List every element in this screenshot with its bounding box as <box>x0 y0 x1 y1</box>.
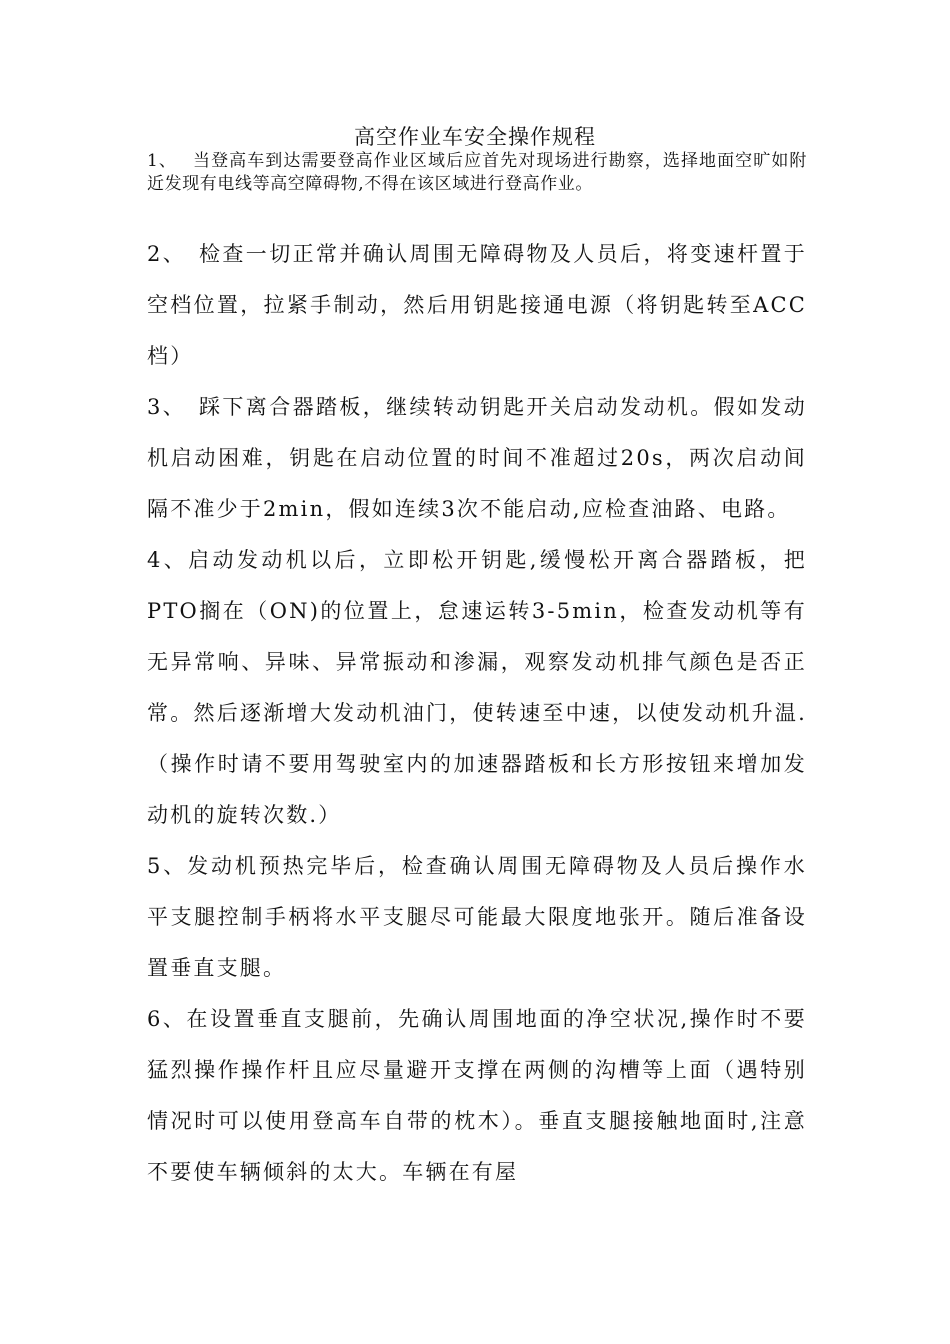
document-title: 高空作业车安全操作规程 <box>354 125 596 149</box>
procedure-item-5: 5、发动机预热完毕后，检查确认周围无障碍物及人员后操作水平支腿控制手柄将水平支腿尽可能最大限度地张开。随后准备设置垂直支腿。 <box>147 854 807 980</box>
procedure-item-6: 6、在设置垂直支腿前，先确认周围地面的净空状况,操作时不要猛烈操作操作杆且应尽量避开支撑在两侧的沟槽等上面（遇特别情况时可以使用登高车自带的枕木）。垂直支腿接触地面时,注意不要使车辆倾斜的太大。车辆在有屋 <box>147 1007 807 1184</box>
procedure-item-1: 1、 当登高车到达需要登高作业区域后应首先对现场进行勘察，选择地面空旷如附近发现有电线等高空障碍物,不得在该区域进行登高作业。 <box>147 151 807 194</box>
procedure-item-3: 3、 踩下离合器踏板，继续转动钥匙开关启动发动机。假如发动机启动困难，钥匙在启动位置的时间不准超过20s，两次启动间隔不准少于2min，假如连续3次不能启动,应检查油路、电路。 <box>147 395 807 521</box>
procedure-item-4: 4、启动发动机以后，立即松开钥匙,缓慢松开离合器踏板，把PTO搁在（ON)的位置上，怠速运转3-5min，检查发动机等有无异常响、异味、异常振动和渗漏，观察发动机排气颜色是否正常。然后逐渐增大发动机油门，使转速至中速，以使发动机升温.（操作时请不要用驾驶室内的加速器踏板和长方形按钮来增加发动机的旋转次数.） <box>147 548 807 827</box>
procedure-body <box>147 229 807 1198</box>
procedure-item-2: 2、 检查一切正常并确认周围无障碍物及人员后，将变速杆置于空档位置，拉紧手制动，然后用钥匙接通电源（将钥匙转至ACC档） <box>147 242 807 368</box>
